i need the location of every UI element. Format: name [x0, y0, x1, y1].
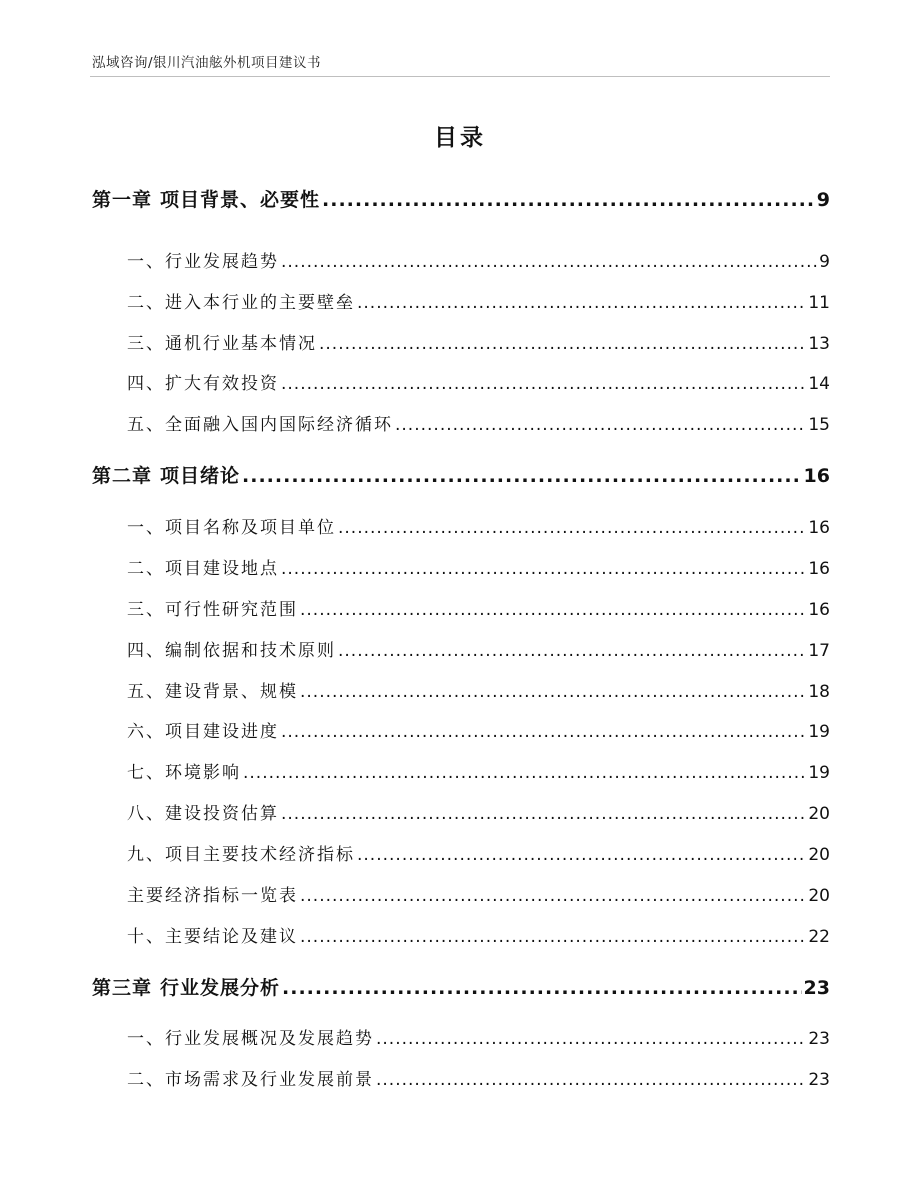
toc-page-number: 20 [808, 845, 830, 865]
toc-section-entry[interactable] [127, 369, 830, 394]
dot-leader [281, 722, 806, 742]
toc-entry-number: 四、 [127, 641, 165, 661]
toc-entry-label: 进入本行业的主要壁垒 [165, 293, 355, 313]
toc-entry-label: 项目主要技术经济指标 [165, 845, 355, 865]
toc-entry-number: 九、 [127, 845, 165, 865]
toc-entry-label: 行业发展分析 [160, 977, 281, 999]
toc-entry-number: 五、 [127, 682, 165, 702]
toc-page-number: 16 [808, 518, 830, 538]
toc-entry-label: 项目建设地点 [165, 559, 279, 579]
toc-section-entry[interactable] [127, 636, 830, 661]
toc-page-number: 11 [808, 293, 830, 313]
toc-chapter-entry[interactable] [92, 461, 830, 488]
toc-page-number: 20 [808, 804, 830, 824]
toc-page-number: 23 [803, 977, 830, 999]
toc-page-number: 17 [808, 641, 830, 661]
toc-section-entry[interactable] [127, 288, 830, 313]
toc-page-number: 20 [808, 886, 830, 906]
toc-entry-number: 七、 [127, 763, 165, 783]
toc-section-entry[interactable] [127, 247, 830, 272]
toc-section-entry[interactable] [127, 840, 830, 865]
toc-section-entry[interactable] [127, 881, 830, 906]
dot-leader [281, 559, 806, 579]
toc-section-entry[interactable] [127, 513, 830, 538]
toc-section-entry[interactable] [127, 595, 830, 620]
toc-page-number: 9 [819, 252, 830, 272]
toc-entry-label: 全面融入国内国际经济循环 [165, 415, 393, 435]
dot-leader [300, 600, 806, 620]
running-header: 泓域咨询/银川汽油舷外机项目建议书 [92, 55, 322, 71]
dot-leader [242, 465, 802, 487]
toc-entry-label: 行业发展概况及发展趋势 [165, 1029, 374, 1049]
toc-page-number: 9 [816, 189, 830, 211]
toc-entry-label: 项目名称及项目单位 [165, 518, 336, 538]
toc-entry-label: 项目绪论 [160, 465, 241, 487]
toc-entry-label: 通机行业基本情况 [165, 334, 317, 354]
dot-leader [281, 804, 806, 824]
toc-entry-number: 第一章 [92, 189, 153, 211]
toc-title: 目录 [434, 125, 486, 151]
toc-page-number: 16 [803, 465, 830, 487]
dot-leader [281, 252, 817, 272]
toc-entry-label: 主要经济指标一览表 [127, 886, 298, 906]
dot-leader [300, 886, 806, 906]
dot-leader [300, 682, 806, 702]
toc-entry-label: 扩大有效投资 [165, 374, 279, 394]
dot-leader [395, 415, 806, 435]
toc-entry-label: 建设背景、规模 [165, 682, 298, 702]
toc-section-entry[interactable] [127, 1024, 830, 1049]
dot-leader [300, 927, 806, 947]
toc-page-number: 16 [808, 600, 830, 620]
dot-leader [282, 977, 802, 999]
toc-section-entry[interactable] [127, 799, 830, 824]
toc-entry-number: 一、 [127, 252, 165, 272]
toc-entry-number: 六、 [127, 722, 165, 742]
dot-leader [338, 641, 806, 661]
toc-page-number: 23 [808, 1029, 830, 1049]
toc-entry-number: 二、 [127, 1070, 165, 1090]
dot-leader [281, 374, 806, 394]
toc-entry-number: 二、 [127, 559, 165, 579]
toc-page-number: 22 [808, 927, 830, 947]
toc-entry-label: 可行性研究范围 [165, 600, 298, 620]
toc-entry-label: 行业发展趋势 [165, 252, 279, 272]
toc-entry-number: 一、 [127, 518, 165, 538]
toc-entry-label: 市场需求及行业发展前景 [165, 1070, 374, 1090]
toc-page-number: 15 [808, 415, 830, 435]
toc-section-entry[interactable] [127, 554, 830, 579]
toc-section-entry[interactable] [127, 717, 830, 742]
toc-page-number: 13 [808, 334, 830, 354]
toc-entry-number: 五、 [127, 415, 165, 435]
toc-section-entry[interactable] [127, 410, 830, 435]
toc-page-number: 19 [808, 722, 830, 742]
dot-leader [243, 763, 806, 783]
toc-page-number: 16 [808, 559, 830, 579]
dot-leader [357, 293, 806, 313]
dot-leader [338, 518, 806, 538]
toc-page-number: 23 [808, 1070, 830, 1090]
toc-entry-number: 第二章 [92, 465, 153, 487]
toc-entry-label: 项目背景、必要性 [160, 189, 321, 211]
toc-entry-label: 编制依据和技术原则 [165, 641, 336, 661]
toc-section-entry[interactable] [127, 1065, 830, 1090]
toc-chapter-entry[interactable] [92, 973, 830, 1000]
dot-leader [357, 845, 806, 865]
toc-page-number: 19 [808, 763, 830, 783]
toc-entry-number: 二、 [127, 293, 165, 313]
toc-section-entry[interactable] [127, 677, 830, 702]
dot-leader [322, 189, 815, 211]
toc-entry-number: 一、 [127, 1029, 165, 1049]
toc-entry-label: 建设投资估算 [165, 804, 279, 824]
dot-leader [376, 1070, 806, 1090]
dot-leader [319, 334, 806, 354]
toc-chapter-entry[interactable] [92, 185, 830, 212]
toc-entry-number: 三、 [127, 600, 165, 620]
toc-page-number: 18 [808, 682, 830, 702]
toc-entry-label: 项目建设进度 [165, 722, 279, 742]
toc-section-entry[interactable] [127, 922, 830, 947]
toc-entry-number: 三、 [127, 334, 165, 354]
toc-entry-number: 第三章 [92, 977, 153, 999]
toc-entry-label: 主要结论及建议 [165, 927, 298, 947]
toc-entry-label: 环境影响 [165, 763, 241, 783]
toc-entry-number: 十、 [127, 927, 165, 947]
toc-entry-number: 四、 [127, 374, 165, 394]
dot-leader [376, 1029, 806, 1049]
toc-page-number: 14 [808, 374, 830, 394]
toc-entry-number: 八、 [127, 804, 165, 824]
toc-section-entry[interactable] [127, 329, 830, 354]
toc-section-entry[interactable] [127, 758, 830, 783]
